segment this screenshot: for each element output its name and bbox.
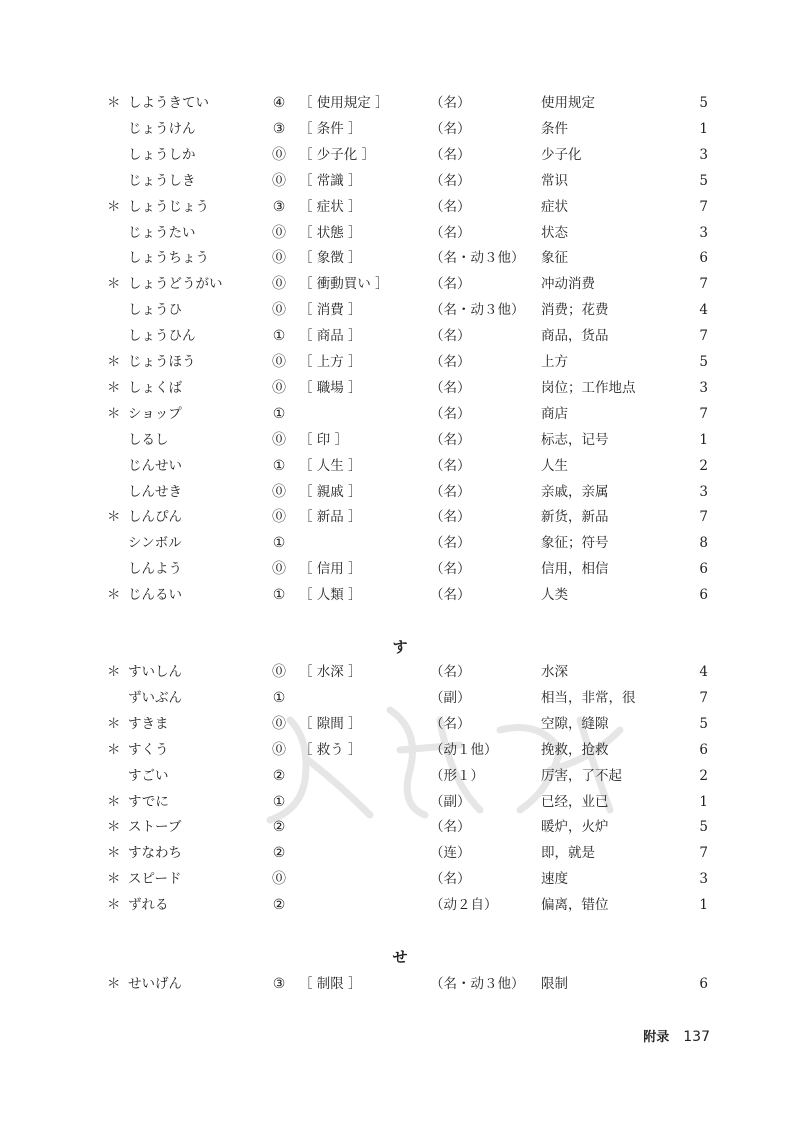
entry-kanji: 信用 (316, 561, 344, 578)
entry-reading: すなわち (128, 845, 182, 862)
entry-part-of-speech: （名） (430, 715, 471, 732)
entry-meaning: 象征；符号 (541, 535, 609, 552)
vocab-entry (0, 116, 800, 142)
entry-accent: ⓪ (272, 224, 286, 241)
entry-part-of-speech: （动１他） (430, 741, 498, 758)
entry-part-of-speech: （名） (430, 224, 471, 241)
entry-part-of-speech: （副） (430, 793, 471, 810)
key-word-mark: ＊ (107, 976, 121, 992)
entry-part-of-speech: （形１） (430, 767, 484, 784)
entry-kanji: 印 (316, 431, 331, 448)
entry-kanji-wrapper: ［ 人生 ］ (299, 457, 362, 474)
entry-reading: しるし (128, 431, 169, 448)
key-word-mark: ＊ (107, 379, 121, 396)
entry-unit: 6 (699, 741, 708, 758)
entry-kanji: 制限 (316, 976, 344, 992)
entry-kanji-wrapper: ［ 常識 ］ (299, 172, 362, 189)
entry-kanji-wrapper: ［ 上方 ］ (299, 354, 362, 370)
entry-meaning: 偏离，错位 (541, 897, 609, 914)
vocab-entry (0, 685, 800, 711)
entry-meaning: 上方 (541, 354, 568, 370)
entry-unit: 1 (699, 431, 708, 448)
entry-part-of-speech: （动２自） (430, 897, 498, 914)
entry-meaning: 商店 (541, 405, 568, 422)
vocab-entry (0, 401, 800, 427)
vocab-entry (0, 840, 800, 866)
entry-kanji: 症状 (316, 198, 344, 215)
entry-part-of-speech: （名） (430, 819, 471, 836)
entry-part-of-speech: （名） (430, 146, 471, 163)
entry-unit: 3 (699, 146, 708, 163)
entry-unit: 6 (699, 587, 708, 604)
key-word-mark: ＊ (107, 871, 121, 888)
entry-kanji-wrapper: ［ 信用 ］ (299, 561, 362, 578)
key-word-mark: ＊ (107, 354, 121, 370)
key-word-mark: ＊ (107, 715, 121, 732)
key-word-mark: ＊ (107, 897, 121, 914)
key-word-mark: ＊ (107, 509, 121, 526)
entry-unit: 3 (699, 871, 708, 888)
entry-unit: 7 (699, 405, 708, 422)
entry-accent: ② (272, 845, 286, 862)
entry-part-of-speech: （名） (430, 871, 471, 888)
entry-meaning: 相当，非常，很 (541, 689, 636, 706)
entry-accent: ① (272, 405, 286, 422)
entry-meaning: 新货，新品 (541, 509, 609, 526)
vocab-entry (0, 479, 800, 505)
entry-kanji-wrapper: ［ 制限 ］ (299, 976, 362, 992)
key-word-mark: ＊ (107, 276, 121, 293)
vocab-entry (0, 220, 800, 246)
entry-accent: ① (272, 328, 286, 345)
entry-unit: 2 (699, 457, 708, 474)
entry-kanji: 人生 (316, 457, 344, 474)
entry-unit: 7 (699, 328, 708, 345)
entry-meaning: 岗位；工作地点 (541, 379, 636, 396)
entry-reading: じんるい (128, 587, 182, 604)
entry-unit: 5 (699, 715, 708, 732)
entry-reading: スピード (128, 871, 182, 888)
entry-meaning: 速度 (541, 871, 568, 888)
entry-unit: 7 (699, 509, 708, 526)
entry-reading: しょうひ (128, 302, 182, 319)
vocab-entry (0, 659, 800, 685)
entry-reading: ずいぶん (128, 689, 182, 706)
entry-kanji-wrapper: ［ 条件 ］ (299, 120, 362, 137)
entry-kanji: 状態 (316, 224, 344, 241)
entry-accent: ⓪ (272, 172, 286, 189)
entry-meaning: 使用规定 (541, 95, 595, 111)
entry-kanji: 親戚 (316, 483, 344, 500)
entry-part-of-speech: （名・动３他） (430, 976, 525, 992)
entry-part-of-speech: （名） (430, 483, 471, 500)
entry-accent: ⓪ (272, 509, 286, 526)
entry-kanji-wrapper: ［ 消費 ］ (299, 302, 362, 319)
entry-reading: すきま (128, 715, 169, 732)
entry-unit: 8 (699, 535, 708, 552)
entry-reading: しんよう (128, 561, 182, 578)
entry-accent: ⓪ (272, 302, 286, 319)
entry-meaning: 暖炉，火炉 (541, 819, 609, 836)
entry-meaning: 象征 (541, 250, 568, 267)
entry-reading: じょうたい (128, 224, 196, 241)
entry-part-of-speech: （名） (430, 120, 471, 137)
vocab-entry (0, 453, 800, 479)
entry-accent: ⓪ (272, 146, 286, 163)
entry-accent: ② (272, 767, 286, 784)
entry-kanji-wrapper: ［ 衝動買い ］ (299, 276, 389, 293)
entry-reading: しょうちょう (128, 250, 209, 267)
entry-kanji-wrapper: ［ 水深 ］ (299, 664, 362, 680)
entry-kanji-wrapper: ［ 印 ］ (299, 431, 349, 448)
entry-unit: 3 (699, 379, 708, 396)
entry-kanji: 救う (316, 741, 344, 758)
entry-accent: ② (272, 897, 286, 914)
vocab-entry (0, 245, 800, 271)
entry-accent: ③ (272, 976, 286, 992)
entry-unit: 1 (699, 793, 708, 810)
entry-kanji: 少子化 (316, 146, 358, 163)
entry-reading: しょうしか (128, 146, 196, 163)
footer-label: 附录 (643, 1030, 670, 1045)
entry-kanji: 象徴 (316, 250, 344, 267)
entry-kanji: 隙間 (316, 715, 344, 732)
entry-reading: せいげん (128, 976, 182, 992)
page-footer (600, 1026, 710, 1048)
vocab-entry (0, 971, 800, 997)
key-word-mark: ＊ (107, 793, 121, 810)
entry-accent: ⓪ (272, 561, 286, 578)
entry-part-of-speech: （名） (430, 457, 471, 474)
entry-unit: 4 (699, 664, 708, 680)
vocab-entry (0, 711, 800, 737)
entry-reading: ショップ (128, 405, 182, 422)
entry-part-of-speech: （连） (430, 845, 471, 862)
vocab-entry (0, 866, 800, 892)
vocab-entry (0, 349, 800, 375)
key-word-mark: ＊ (107, 405, 121, 422)
entry-accent: ⓪ (272, 431, 286, 448)
entry-unit: 5 (699, 819, 708, 836)
entry-reading: すいしん (128, 664, 182, 680)
entry-accent: ③ (272, 198, 286, 215)
key-word-mark: ＊ (107, 845, 121, 862)
vocab-entry (0, 90, 800, 116)
entry-part-of-speech: （名） (430, 509, 471, 526)
key-word-mark: ＊ (107, 198, 121, 215)
entry-unit: 2 (699, 767, 708, 784)
entry-kanji: 水深 (316, 664, 344, 680)
entry-accent: ⓪ (272, 715, 286, 732)
entry-kanji-wrapper: ［ 新品 ］ (299, 509, 362, 526)
entry-unit: 5 (699, 172, 708, 189)
entry-meaning: 已经，业已 (541, 793, 609, 810)
entry-part-of-speech: （名） (430, 172, 471, 189)
entry-accent: ⓪ (272, 741, 286, 758)
entry-meaning: 症状 (541, 198, 568, 215)
entry-meaning: 少子化 (541, 146, 582, 163)
entry-meaning: 限制 (541, 976, 568, 992)
entry-reading: しょうひん (128, 328, 196, 345)
entry-kanji: 新品 (316, 509, 344, 526)
entry-meaning: 人类 (541, 587, 568, 604)
entry-kanji: 常識 (316, 172, 344, 189)
entry-accent: ⓪ (272, 276, 286, 293)
entry-reading: じょうけん (128, 120, 196, 137)
entry-unit: 7 (699, 276, 708, 293)
entry-unit: 4 (699, 302, 708, 319)
entry-unit: 6 (699, 561, 708, 578)
entry-part-of-speech: （名） (430, 405, 471, 422)
entry-reading: すくう (128, 741, 169, 758)
entry-kanji: 消費 (316, 302, 344, 319)
entry-meaning: 冲动消费 (541, 276, 595, 293)
entry-meaning: 厉害，了不起 (541, 767, 622, 784)
entry-kanji-wrapper: ［ 人類 ］ (299, 587, 362, 604)
section-heading: せ (392, 948, 408, 966)
entry-kanji: 上方 (316, 354, 344, 370)
entry-meaning: 挽救，抢救 (541, 741, 609, 758)
vocab-entry (0, 556, 800, 582)
vocab-entry (0, 323, 800, 349)
entry-unit: 5 (699, 95, 708, 111)
entry-accent: ④ (272, 95, 286, 111)
entry-reading: ずれる (128, 897, 169, 914)
entry-reading: しようきてい (128, 95, 209, 111)
entry-part-of-speech: （名） (430, 379, 471, 396)
vocab-entry (0, 582, 800, 608)
entry-kanji-wrapper: ［ 状態 ］ (299, 224, 362, 241)
entry-reading: しんぴん (128, 509, 182, 526)
vocab-entry (0, 297, 800, 323)
entry-meaning: 商品，货品 (541, 328, 609, 345)
entry-reading: すごい (128, 767, 169, 784)
entry-meaning: 即，就是 (541, 845, 595, 862)
entry-reading: じょうしき (128, 172, 196, 189)
key-word-mark: ＊ (107, 95, 121, 111)
entry-part-of-speech: （名） (430, 198, 471, 215)
entry-accent: ⓪ (272, 483, 286, 500)
entry-kanji-wrapper: ［ 親戚 ］ (299, 483, 362, 500)
vocab-entry (0, 530, 800, 556)
entry-unit: 6 (699, 976, 708, 992)
vocab-entry (0, 763, 800, 789)
entry-accent: ⓪ (272, 871, 286, 888)
entry-kanji-wrapper: ［ 職場 ］ (299, 379, 362, 396)
entry-kanji: 条件 (316, 120, 344, 137)
entry-unit: 7 (699, 198, 708, 215)
entry-accent: ① (272, 689, 286, 706)
entry-unit: 6 (699, 250, 708, 267)
entry-kanji-wrapper: ［ 症状 ］ (299, 198, 362, 215)
entry-kanji: 商品 (316, 328, 344, 345)
entry-kanji: 人類 (316, 587, 344, 604)
entry-kanji: 職場 (316, 379, 344, 396)
entry-reading: じょうほう (128, 354, 196, 370)
vocab-entry (0, 504, 800, 530)
entry-part-of-speech: （名） (430, 535, 471, 552)
entry-accent: ⓪ (272, 379, 286, 396)
entry-accent: ① (272, 793, 286, 810)
entry-part-of-speech: （名） (430, 664, 471, 680)
entry-kanji-wrapper: ［ 少子化 ］ (299, 146, 376, 163)
vocab-entry (0, 789, 800, 815)
entry-accent: ③ (272, 120, 286, 137)
entry-unit: 1 (699, 120, 708, 137)
vocab-entry (0, 892, 800, 918)
entry-meaning: 亲戚，亲属 (541, 483, 609, 500)
vocab-entry (0, 427, 800, 453)
entry-reading: しょくば (128, 379, 182, 396)
entry-meaning: 常识 (541, 172, 568, 189)
entry-meaning: 消费；花费 (541, 302, 609, 319)
entry-unit: 3 (699, 224, 708, 241)
entry-kanji-wrapper: ［ 使用規定 ］ (299, 95, 389, 111)
entry-accent: ① (272, 535, 286, 552)
key-word-mark: ＊ (107, 587, 121, 604)
entry-accent: ① (272, 587, 286, 604)
vocab-entry (0, 737, 800, 763)
entry-accent: ① (272, 457, 286, 474)
entry-accent: ② (272, 819, 286, 836)
entry-meaning: 空隙，缝隙 (541, 715, 609, 732)
page-number: 137 (683, 1029, 710, 1045)
entry-part-of-speech: （名） (430, 95, 471, 111)
entry-reading: すでに (128, 793, 169, 810)
entry-kanji: 使用規定 (316, 95, 371, 111)
vocab-entry (0, 271, 800, 297)
entry-meaning: 水深 (541, 664, 568, 680)
entry-part-of-speech: （名） (430, 587, 471, 604)
entry-part-of-speech: （名・动３他） (430, 302, 525, 319)
entry-kanji-wrapper: ［ 商品 ］ (299, 328, 362, 345)
entry-part-of-speech: （名・动３他） (430, 250, 525, 267)
entry-unit: 7 (699, 689, 708, 706)
entry-reading: じんせい (128, 457, 182, 474)
entry-part-of-speech: （名） (430, 561, 471, 578)
entry-reading: シンボル (128, 535, 182, 552)
key-word-mark: ＊ (107, 664, 121, 680)
vocab-entry (0, 814, 800, 840)
entry-part-of-speech: （名） (430, 328, 471, 345)
entry-meaning: 状态 (541, 224, 568, 241)
key-word-mark: ＊ (107, 819, 121, 836)
entry-reading: しんせき (128, 483, 182, 500)
entry-kanji-wrapper: ［ 隙間 ］ (299, 715, 362, 732)
entry-part-of-speech: （副） (430, 689, 471, 706)
entry-meaning: 信用，相信 (541, 561, 609, 578)
section-heading: す (392, 638, 408, 656)
vocab-entry (0, 194, 800, 220)
entry-reading: ストーブ (128, 819, 182, 836)
key-word-mark: ＊ (107, 741, 121, 758)
entry-unit: 5 (699, 354, 708, 370)
entry-accent: ⓪ (272, 250, 286, 267)
entry-unit: 7 (699, 845, 708, 862)
vocab-entry (0, 142, 800, 168)
entry-meaning: 标志，记号 (541, 431, 609, 448)
entry-part-of-speech: （名） (430, 354, 471, 370)
entry-accent: ⓪ (272, 354, 286, 370)
entry-meaning: 条件 (541, 120, 568, 137)
entry-reading: しょうどうがい (128, 276, 223, 293)
entry-part-of-speech: （名） (430, 276, 471, 293)
entry-accent: ⓪ (272, 664, 286, 680)
entry-kanji-wrapper: ［ 象徴 ］ (299, 250, 362, 267)
entry-unit: 1 (699, 897, 708, 914)
entry-kanji-wrapper: ［ 救う ］ (299, 741, 362, 758)
vocab-entry (0, 168, 800, 194)
entry-unit: 3 (699, 483, 708, 500)
entry-kanji: 衝動買い (316, 276, 371, 293)
entry-part-of-speech: （名） (430, 431, 471, 448)
entry-meaning: 人生 (541, 457, 568, 474)
vocab-entry (0, 375, 800, 401)
entry-reading: しょうじょう (128, 198, 209, 215)
